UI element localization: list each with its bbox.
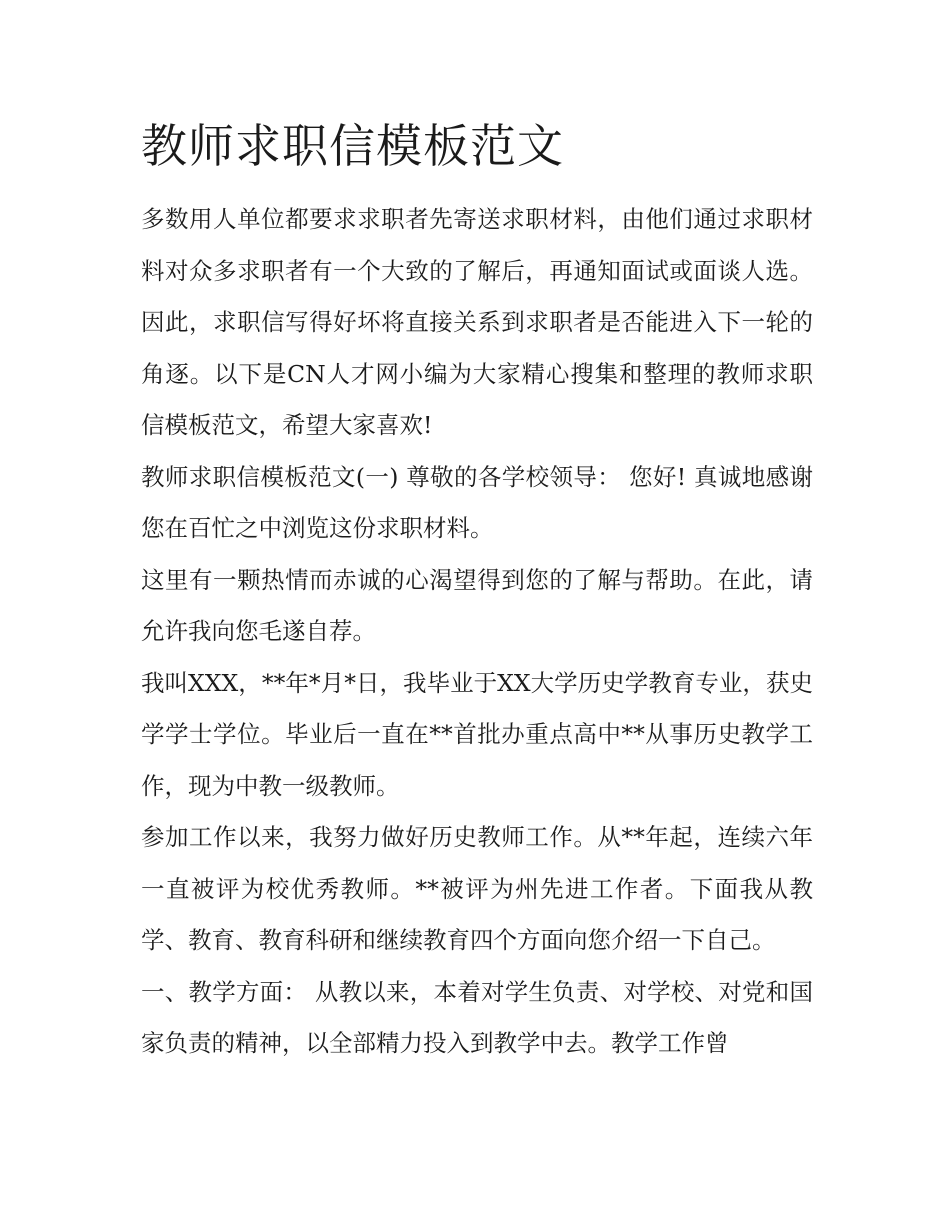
document-page bbox=[141, 112, 813, 1070]
paragraph-background: 我叫XXX，**年*月*日，我毕业于XX大学历史学教育专业，获史学学士学位。毕业后一直在**首批办重点高中**从事历史教学工作，现为中教一级教师。 bbox=[141, 668, 813, 800]
paragraph-teaching: 一、教学方面： 从教以来，本着对学生负责、对学校、对党和国家负责的精神，以全部精力投入到教学中去。教学工作曾 bbox=[141, 977, 813, 1057]
paragraph-experience: 参加工作以来，我努力做好历史教师工作。从**年起，连续六年一直被评为校优秀教师。**被评为州先进工作者。下面我从教学、教育、教育科研和继续教育四个方面向您介绍一下自己。 bbox=[141, 823, 813, 954]
paragraph-greeting: 教师求职信模板范文(一) 尊敬的各学校领导： 您好! 真诚地感谢您在百忙之中浏览这份求职材料。 bbox=[141, 462, 813, 542]
paragraph-intro: 多数用人单位都要求求职者先寄送求职材料，由他们通过求职材料对众多求职者有一个大致的了解后，再通知面试或面谈人选。因此，求职信写得好坏将直接关系到求职者是否能进入下一轮的角逐。以下是CN人才网小编为大家精心搜集和整理的教师求职信模板范文，希望大家喜欢! bbox=[141, 205, 813, 439]
document-title: 教师求职信模板范文 bbox=[141, 119, 564, 173]
paragraph-request: 这里有一颗热情而赤诚的心渴望得到您的了解与帮助。在此，请允许我向您毛遂自荐。 bbox=[141, 565, 813, 645]
